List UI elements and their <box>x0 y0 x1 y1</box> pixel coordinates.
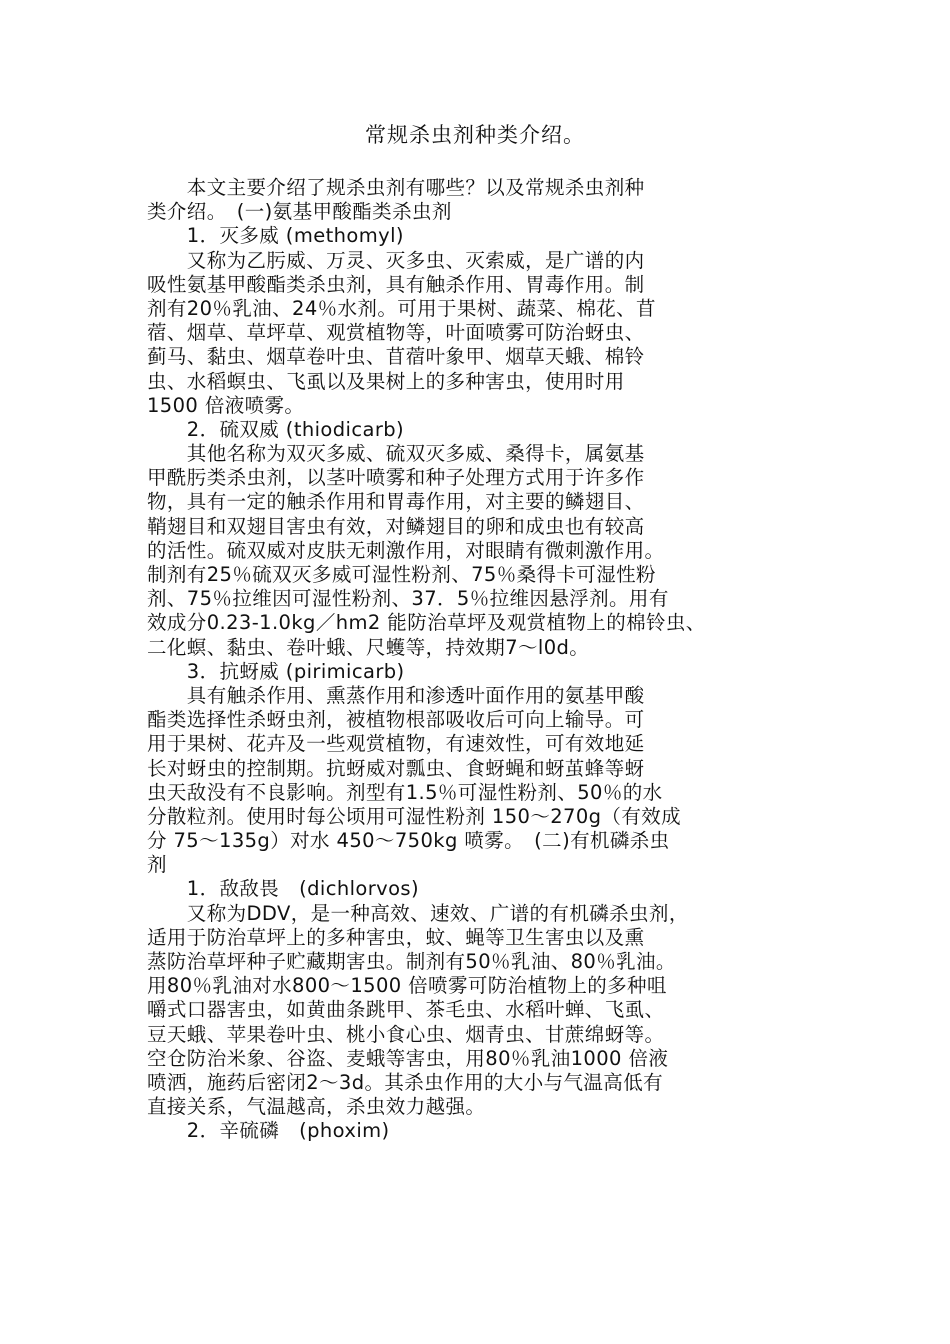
text-line: 2．辛硫磷 (phoxim) <box>147 1119 390 1143</box>
text-line: 又称为DDV，是一种高效、速效、广谱的有机磷杀虫剂， <box>147 901 689 925</box>
text-line: 用80％乳油对水800～1500 倍喷雾可防治植物上的多种咀 <box>147 974 667 998</box>
text-line: 豆天蛾、苹果卷叶虫、桃小食心虫、烟青虫、甘蔗绵蚜等。 <box>147 1022 665 1046</box>
text-line: 本文主要介绍了规杀虫剂有哪些？以及常规杀虫剂种 <box>147 176 645 199</box>
text-line: 剂有20％乳油、24％水剂。可用于果树、蔬菜、棉花、苜 <box>147 296 656 320</box>
text-line: 鞘翅目和双翅目害虫有效，对鳞翅目的卵和成虫也有较高 <box>147 514 645 538</box>
text-line: 1．灭多威 (methomyl) <box>147 224 404 248</box>
text-line: 1500 倍液喷雾。 <box>147 393 305 417</box>
text-line: 长对蚜虫的控制期。抗蚜威对瓢虫、食蚜蝇和蚜茧蜂等蚜 <box>147 756 645 780</box>
text-line: 蒸防治草坪种子贮藏期害虫。制剂有50％乳油、80％乳油。 <box>147 950 676 973</box>
text-line: 喷洒，施药后密闭2～3d。其杀虫作用的大小与气温高低有 <box>147 1070 663 1094</box>
document-body <box>147 176 827 1144</box>
text-line: 具有触杀作用、熏蒸作用和渗透叶面作用的氨基甲酸 <box>147 683 645 707</box>
text-line: 酯类选择性杀蚜虫剂，被植物根部吸收后可向上输导。可 <box>147 708 645 732</box>
text-line: 直接关系，气温越高，杀虫效力越强。 <box>147 1095 486 1119</box>
text-line: 虫天敌没有不良影响。剂型有1.5％可湿性粉剂、50％的水 <box>147 780 663 804</box>
text-line: 物，具有一定的触杀作用和胃毒作用，对主要的鳞翅目、 <box>147 490 645 514</box>
document-title: 常规杀虫剂种类介绍。 <box>365 123 585 147</box>
text-line: 甲酰肟类杀虫剂，以茎叶喷雾和种子处理方式用于许多作 <box>147 466 645 490</box>
text-line: 吸性氨基甲酸酯类杀虫剂，具有触杀作用、胃毒作用。制 <box>147 272 645 296</box>
text-line: 3．抗蚜威 (pirimicarb) <box>147 659 405 683</box>
text-line: 制剂有25％硫双灭多威可湿性粉剂、75％桑得卡可湿性粉 <box>147 563 656 586</box>
text-line: 效成分0.23-1.0kg／hm2 能防治草坪及观赏植物上的棉铃虫、 <box>147 611 706 635</box>
text-line: 虫、水稻螟虫、飞虱以及果树上的多种害虫，使用时用 <box>147 369 625 393</box>
text-line: 1．敌敌畏 (dichlorvos) <box>147 877 419 901</box>
text-line: 又称为乙肟威、万灵、灭多虫、灭索威，是广谱的内 <box>147 248 645 272</box>
text-line: 类介绍。 (一)氨基甲酸酯类杀虫剂 <box>147 200 452 224</box>
text-line: 蓿、烟草、草坪草、观赏植物等，叶面喷雾可防治蚜虫、 <box>147 321 645 345</box>
text-line: 二化螟、黏虫、卷叶蛾、尺蠖等，持效期7～l0d。 <box>147 635 590 659</box>
text-line: 分散粒剂。使用时每公顷用可湿性粉剂 150～270g（有效成 <box>147 804 682 828</box>
text-line: 嚼式口器害虫，如黄曲条跳甲、茶毛虫、水稻叶蝉、飞虱、 <box>147 998 665 1022</box>
text-line: 其他名称为双灭多威、硫双灭多威、桑得卡，属氨基 <box>147 442 645 466</box>
text-line: 适用于防治草坪上的多种害虫，蚊、蝇等卫生害虫以及熏 <box>147 925 645 949</box>
text-line: 分 75～135g）对水 450～750kg 喷雾。 (二)有机磷杀虫 <box>147 829 670 853</box>
text-line: 2．硫双威 (thiodicarb) <box>147 417 405 441</box>
text-line: 用于果树、花卉及一些观赏植物，有速效性，可有效地延 <box>147 732 645 756</box>
text-line: 的活性。硫双威对皮肤无刺激作用，对眼睛有微刺激作用。 <box>147 538 665 562</box>
text-line: 剂 <box>147 853 167 877</box>
text-line: 剂、75％拉维因可湿性粉剂、37．5％拉维因悬浮剂。用有 <box>147 587 669 611</box>
text-line: 空仓防治米象、谷盗、麦蛾等害虫，用80％乳油1000 倍液 <box>147 1046 669 1070</box>
text-line: 蓟马、黏虫、烟草卷叶虫、苜蓿叶象甲、烟草天蛾、棉铃 <box>147 345 645 369</box>
